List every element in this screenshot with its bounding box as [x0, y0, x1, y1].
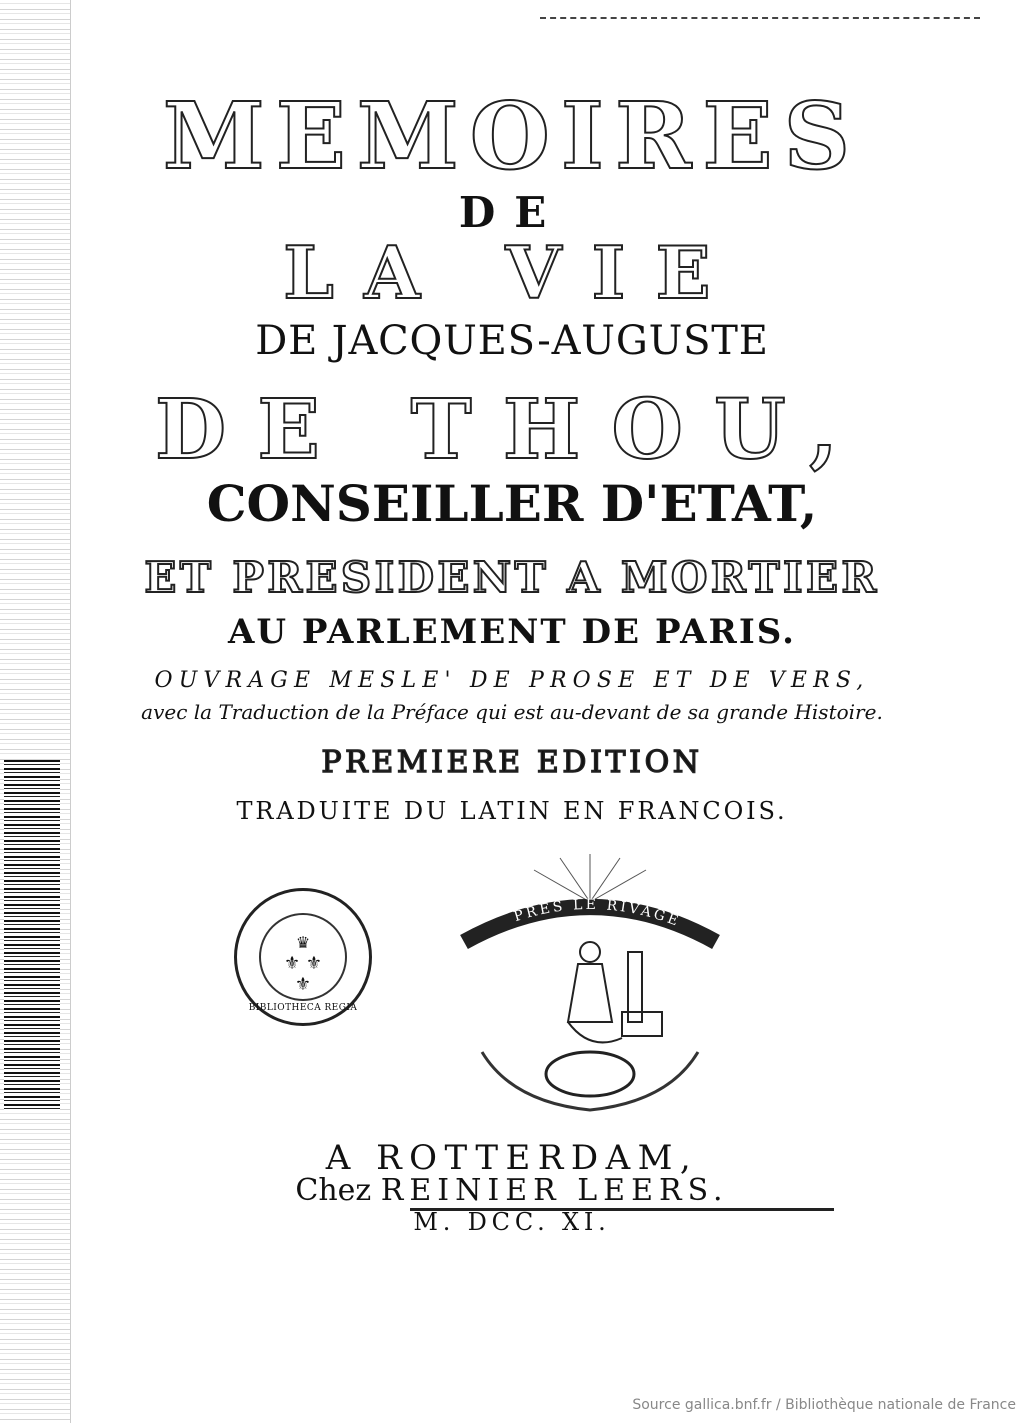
imprint-year: M. DCC. XI.: [413, 1208, 611, 1236]
fleur-de-lis-icon: ⚜ ⚜ ⚜: [284, 953, 322, 995]
edition-premiere: PREMIERE EDITION: [321, 745, 703, 780]
title-de: DE: [458, 188, 566, 237]
subtitle-traduction: avec la Traduction de la Préface qui est au-devant de sa grande Histoire.: [141, 700, 883, 724]
subtitle-ouvrage: OUVRAGE MESLE' DE PROSE ET DE VERS,: [154, 668, 870, 693]
stamp-shield: [259, 913, 347, 1001]
seated-figure-icon: [568, 942, 622, 1042]
top-border-line: [540, 17, 980, 19]
title-memoires: MEMOIRES: [162, 82, 862, 190]
imprint-printer: REINIER LEERS.: [380, 1173, 729, 1208]
library-stamp: [234, 888, 372, 1026]
imprint-printer-line: [0, 1173, 1024, 1208]
stamp-text: BIBLIOTHECA REGIA: [248, 1003, 358, 1013]
vignette-motto: PRES LE RIVAGE: [511, 896, 683, 931]
title-jacques-auguste: DE JACQUES-AUGUSTE: [255, 318, 769, 364]
sun-rays-icon: [534, 854, 646, 902]
title-la-vie: LA VIE: [283, 230, 741, 315]
imprint-chez: Chez: [295, 1173, 372, 1208]
title-parlement: AU PARLEMENT DE PARIS.: [227, 612, 797, 652]
printer-vignette: [452, 852, 728, 1122]
source-credit: Source gallica.bnf.fr / Bibliothèque nationale de France: [632, 1397, 1016, 1413]
title-conseiller: CONSEILLER D'ETAT,: [206, 474, 818, 533]
edition-traduite: TRADUITE DU LATIN EN FRANCOIS.: [236, 797, 788, 825]
foliage-icon: [482, 1052, 698, 1110]
title-president: ET PRESIDENT A MORTIER: [144, 553, 880, 602]
imprint-place: A ROTTERDAM,: [325, 1138, 699, 1178]
title-de-thou: DE THOU,: [155, 382, 869, 478]
monogram-icon: [546, 1052, 634, 1096]
crown-icon: ♛: [295, 933, 311, 952]
